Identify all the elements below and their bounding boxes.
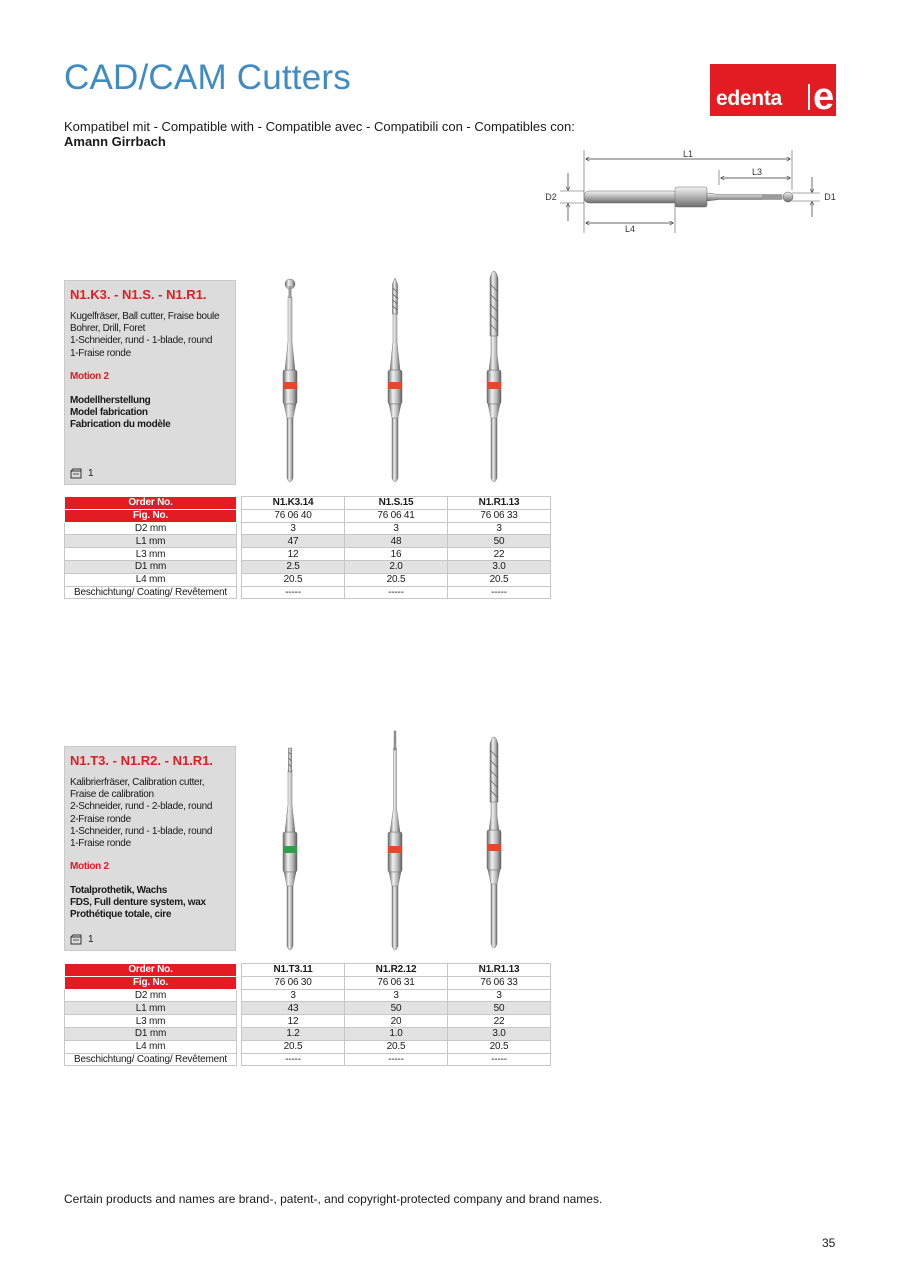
page-number: 35 [822,1236,836,1250]
table-row: Order No. N1.K3.14 N1.S.15 N1.R1.13 [65,497,551,510]
table-row: Order No. N1.T3.11 N1.R2.12 N1.R1.13 [65,964,551,977]
cutter-image-spiral [474,264,514,488]
cutter-image-ball [270,272,310,488]
series-title: N1.T3. - N1.R2. - N1.R1. [70,753,214,768]
logo-mark: e [813,76,835,118]
series-title: N1.K3. - N1.S. - N1.R1. [70,287,207,302]
cutter-image-drill [375,272,415,488]
table-row: L1 mm 47 48 50 [65,535,551,548]
spec-table-body [65,964,551,1066]
table-row: D1 mm 2.5 2.0 3.0 [65,560,551,573]
page-title: CAD/CAM Cutters [64,58,351,97]
table-row: D1 mm 1.2 1.0 3.0 [65,1027,551,1040]
cutter-image-spiral [474,730,514,954]
logo-wordmark: edenta [716,87,782,110]
label-d1: D1 [824,192,836,202]
dimension-diagram [530,145,840,240]
package-quantity: 1 [70,934,94,945]
motion-label: Motion 2 [70,861,109,872]
series-info-box [64,746,236,951]
compatible-brand: Amann Girrbach [64,134,166,149]
footer-note: Certain products and names are brand-, patent-, and copyright-protected company and brand names. [64,1192,603,1206]
package-quantity: 1 [70,468,94,479]
motion-label: Motion 2 [70,371,109,382]
table-row: Fig. No. 76 06 30 76 06 31 76 06 33 [65,976,551,989]
series-description: Kalibrierfräser, Calibration cutter, Fraise de calibration 2-Schneider, rund - 2-blade, round 2-Fraise ronde 1-Schneider, rund - 1-blade, round 1-Fraise ronde [70,777,213,850]
application-text: Modellherstellung Model fabrication Fabrication du modèle [70,395,171,431]
table-row: Beschichtung/ Coating/ Revêtement ----- ----- ----- [65,1053,551,1066]
table-row: D2 mm 3 3 3 [65,989,551,1002]
cutter-image-needle [375,728,415,956]
spec-table [64,963,551,1066]
table-row: L3 mm 12 16 22 [65,548,551,561]
table-row: L1 mm 43 50 50 [65,1002,551,1015]
edenta-logo [710,64,836,116]
application-text: Totalprothetik, Wachs FDS, Full denture system, wax Prothétique totale, cire [70,885,206,921]
label-d2: D2 [545,192,557,202]
table-row: L4 mm 20.5 20.5 20.5 [65,1040,551,1053]
label-l1: L1 [682,149,694,159]
series-description: Kugelfräser, Ball cutter, Fraise boule Bohrer, Drill, Foret 1-Schneider, rund - 1-blade, round 1-Fraise ronde [70,311,220,359]
spec-table-body [65,497,551,599]
cutter-image-calibration [270,740,310,956]
table-row: Fig. No. 76 06 40 76 06 41 76 06 33 [65,509,551,522]
compatibility-line: Kompatibel mit - Compatible with - Compatible avec - Compatibili con - Compatibles con: [64,119,575,134]
table-row: L3 mm 12 20 22 [65,1015,551,1028]
series-info-box [64,280,236,485]
package-icon [70,468,82,479]
label-l4: L4 [624,224,636,234]
table-row: L4 mm 20.5 20.5 20.5 [65,573,551,586]
spec-table [64,496,551,599]
package-icon [70,934,82,945]
table-row: Beschichtung/ Coating/ Revêtement ----- ----- ----- [65,586,551,599]
label-l3: L3 [751,167,763,177]
table-row: D2 mm 3 3 3 [65,522,551,535]
